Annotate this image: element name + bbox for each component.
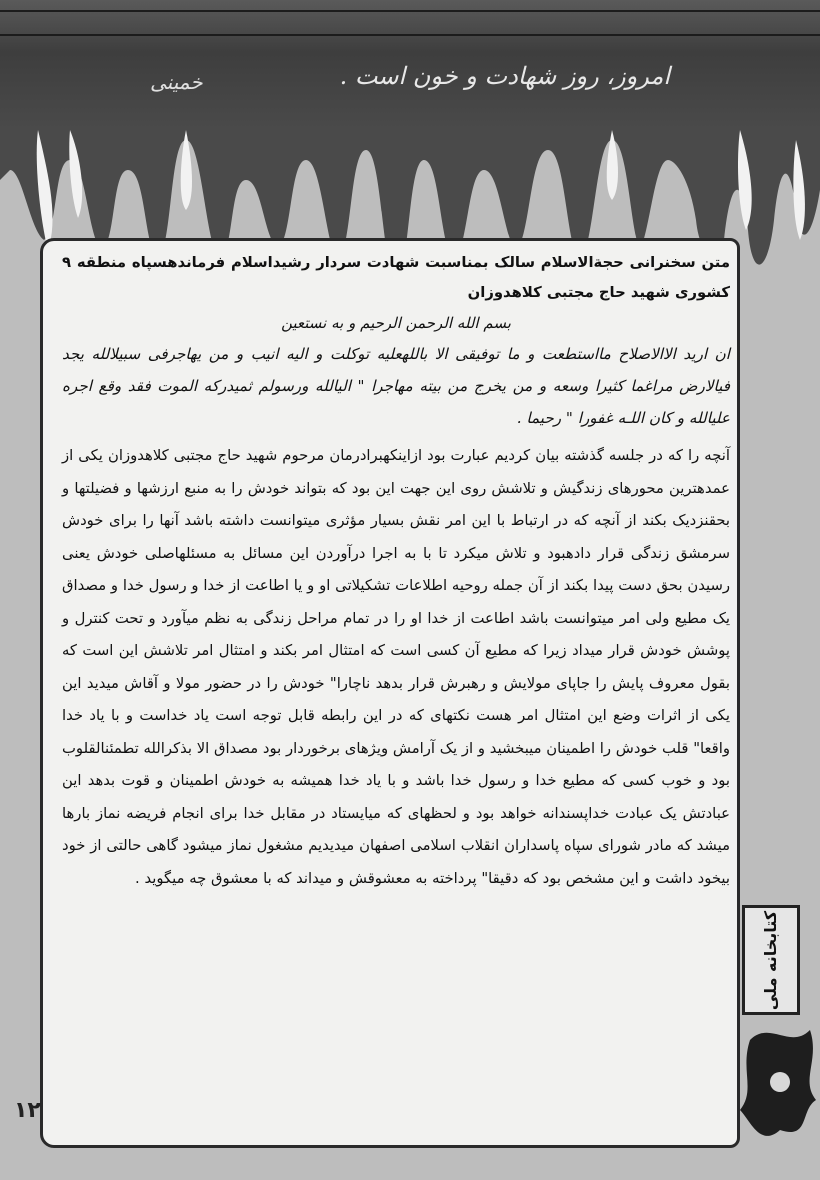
article-heading: متن سخنرانی حجةالاسلام سالک بمناسبت شهادت سردار رشیداسلام فرماندهسپاه منطقه ۹ کشوری شهید حاج مجتبی کلاهدوزان: [62, 254, 730, 301]
top-rule: [0, 34, 820, 36]
library-stamp: [742, 905, 800, 1015]
quran-verse: ان ارید الاالاصلاح مااستطعت و ما توفیقی الا باللهعلیه توکلت و الیه انیب و من یهاجرفی سبیلالله یجد فیالارض مراغما کثیرا وسعه و من یخرج من بیته مهاجرا " الیالله ورسولم ثمیدرکه الموت فقد وقع اجره علیالله و کان اللـه غفورا " رحیما .: [62, 345, 730, 427]
page-number: ۱۲: [14, 1098, 41, 1123]
stamp-text: کتابخانه ملی: [761, 910, 781, 1010]
banner-signature: خمینی: [150, 70, 203, 94]
ink-splatter-graphic: [740, 1020, 820, 1150]
speech-paragraph: آنچه را که در جلسه گذشته بیان کردیم عبارت بود ازاینکهبرادرمان مرحوم شهید حاج مجتبی کلاهدوزان یکی از عمدهترین محورهای زندگیش و تلاشش روی این جهت این بود که بتواند خودش را به منبع ارزشها و فضیلتها و بحقنزدیک بکند از آنچه که در ارتباط با این امر نقش بسیار مؤثری میتوانست داشته باشد آنها را برای خودش سرمشق زندگی قرار دادهبود و تلاش میکرد تا با به اجرا درآوردن این مسائل به مسئلهاصلی خودش یعنی رسیدن بحق دست پیدا بکند از آن جمله روحیه اطلاعات تشکیلاتی او و یا اطاعت از خدا و رسول خدا و مصداق یک مطیع ولی امر میتوانست باشد اطاعت از خدا او را در تمام مراحل زندگی به نظم میآورد و تحت کنترل و پوشش خودش قرار میداد زیرا که مطیع آن کسی است که امتثال امر بکند و امتثال امر تلاشش این است که بقول معروف پایش را جاپای مولایش و رهبرش قرار بدهد ناچارا" خودش را در حضور مولا و آقاش میدید این یکی از اثرات وضع این امتثال امر هست نکتهای که در این رابطه قابل توجه است یاد خداست و با یاد خدا واقعا" قلب خودش را اطمینان میبخشید و از یک آرامش ویژهای برخوردار بود مصداق الا بذکرالله تطمئنالقلوب بود و خوب کسی که مطیع خدا و رسول خدا باشد و با یاد خدا همیشه به خودش اطمینان و قوت بدهد این عبادتش یک عبادت خداپسندانه خواهد بود و لحظهای که میایستاد در مقابل خدا برای انجام فریضه نماز بارها میشد که مادر شورای سپاه پاسداران انقلاب اسلامی اصفهان میدیدیم مشغول نماز میشود گاهی حالتی از خود بیخود داشت و این مشخص بود که دقیقا" پرداخته به معشوقش و میداند که با معشوق چه میگوید .: [62, 447, 730, 887]
splatter-dot: [770, 1072, 790, 1092]
top-rule: [0, 10, 820, 12]
banner-slogan: امروز، روز شهادت و خون است .: [339, 62, 670, 90]
article-body: [62, 248, 730, 895]
basmala: بسم الله الرحمن الرحیم و به نستعین: [281, 314, 511, 332]
